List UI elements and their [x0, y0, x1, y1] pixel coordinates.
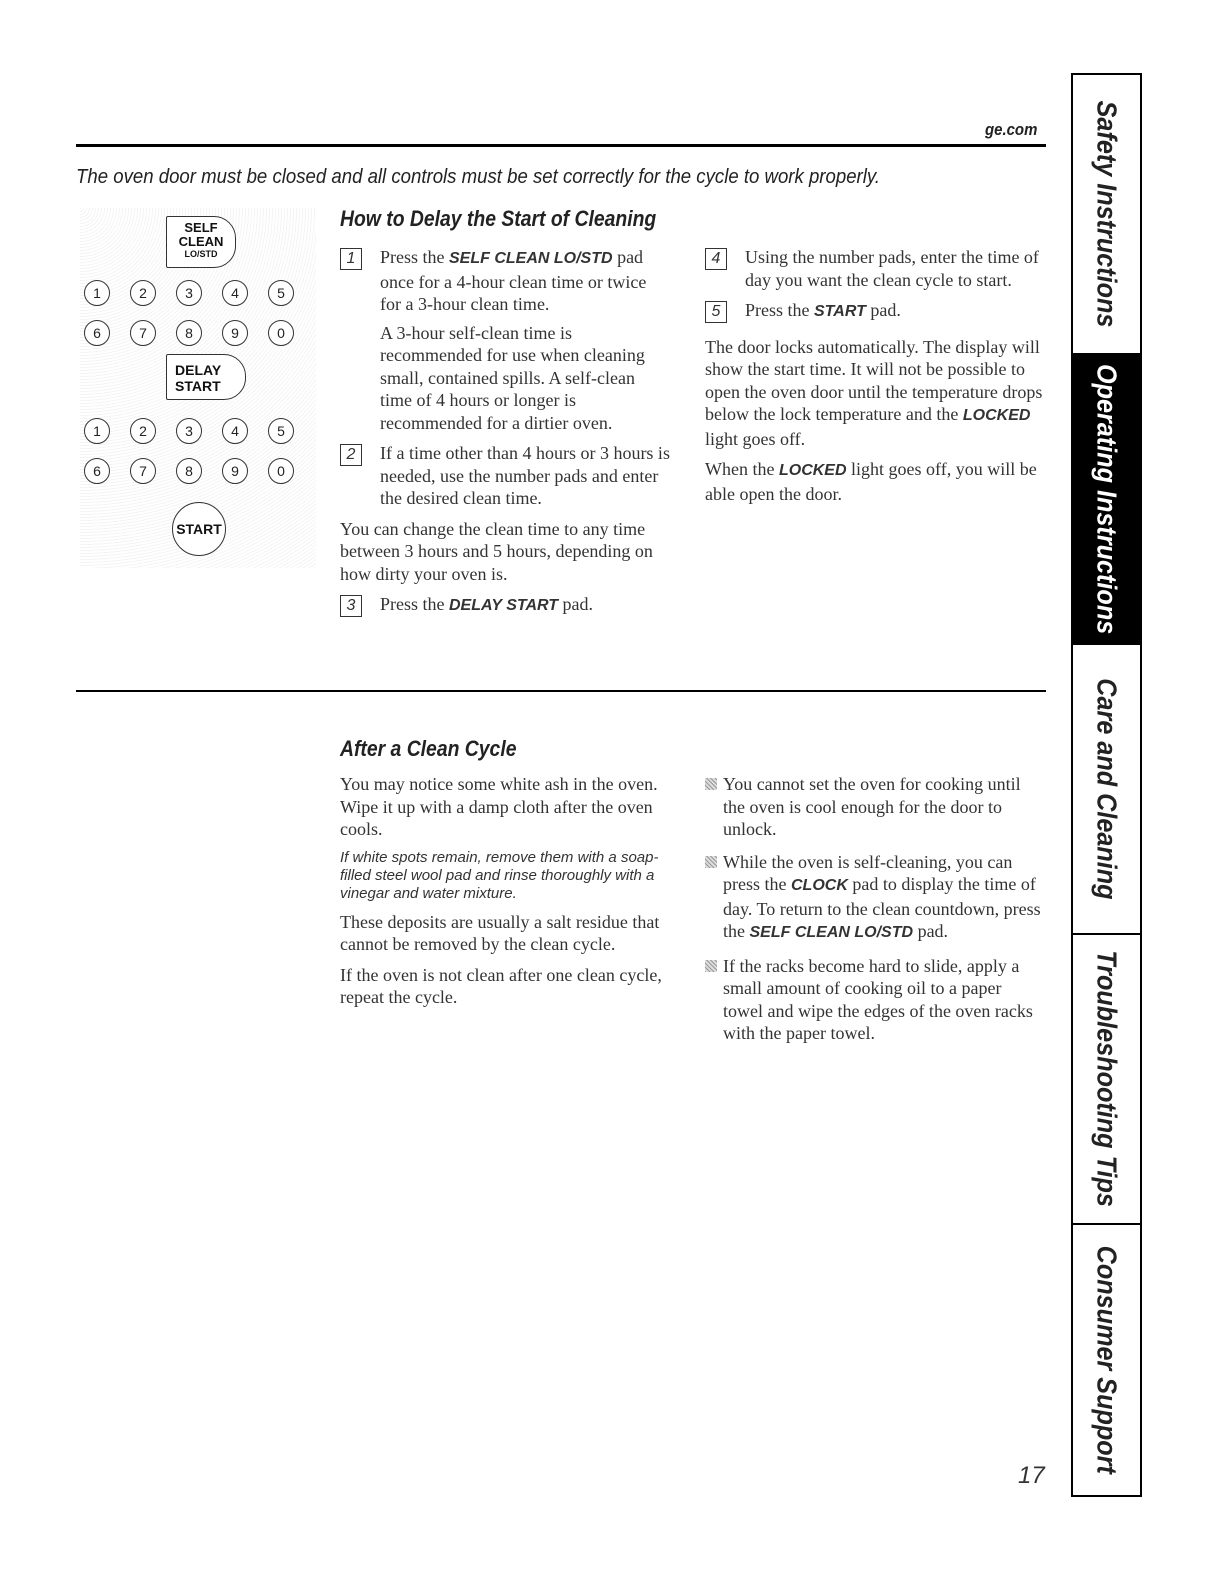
- after-column-right: [705, 773, 1045, 1055]
- list-item: While the oven is self-cleaning, you can press the CLOCK pad to display the time of day. To return to the clean countdown, press the SELF CLEAN LO/STD pad.: [705, 851, 1045, 945]
- step-number: 1: [340, 248, 362, 270]
- step-number: 5: [705, 301, 727, 323]
- digit-pad: 2: [130, 418, 156, 444]
- digit-pad: 4: [222, 418, 248, 444]
- digit-pad: 7: [130, 458, 156, 484]
- door-open-text: When the LOCKED light goes off, you will be able open the door.: [705, 459, 1037, 504]
- step-number: 3: [340, 595, 362, 617]
- delay-section-title: How to Delay the Start of Cleaning: [340, 206, 657, 231]
- digit-pad: 1: [84, 280, 110, 306]
- step-1-note: A 3-hour self-clean time is recommended for use when cleaning small, contained spills. A self-clean time of 4 hours or longer is recommended for a dirtier oven.: [380, 322, 645, 433]
- step-4: 4 Using the number pads, enter the time of day you want the clean cycle to start.: [705, 246, 1047, 291]
- digit-pad: 5: [268, 418, 294, 444]
- tab-consumer-support[interactable]: Consumer Support: [1091, 1245, 1123, 1475]
- white-spots-note: If white spots remain, remove them with a soap-filled steel wool pad and rinse thoroughly with a vinegar and water mixture.: [340, 848, 659, 902]
- digit-pad: 1: [84, 418, 110, 444]
- digit-pad: 8: [176, 320, 202, 346]
- tab-operating-instructions[interactable]: Operating Instructions: [1073, 355, 1140, 645]
- tab-care-and-cleaning[interactable]: Care and Cleaning: [1073, 645, 1140, 935]
- keyword: SELF CLEAN LO/STD: [449, 250, 613, 267]
- start-pad: START: [172, 502, 226, 556]
- digit-pad: 9: [222, 458, 248, 484]
- tab-troubleshooting-tips[interactable]: Troubleshooting Tips: [1073, 935, 1140, 1225]
- delay-column-left: [340, 246, 670, 626]
- digit-pad: 8: [176, 458, 202, 484]
- after-paragraph: You may notice some white ash in the oven. Wipe it up with a damp cloth after the oven cools.: [340, 774, 658, 839]
- site-url: ge.com: [985, 120, 1038, 139]
- digit-pad: 3: [176, 280, 202, 306]
- step-number: 2: [340, 444, 362, 466]
- after-paragraph: If the oven is not clean after one clean cycle, repeat the cycle.: [340, 964, 662, 1007]
- digit-pad: 0: [268, 320, 294, 346]
- page-number: 17: [1018, 1462, 1045, 1489]
- keyword: DELAY START: [449, 597, 559, 614]
- digit-pad: 6: [84, 320, 110, 346]
- intro-note: The oven door must be closed and all controls must be set correctly for the cycle to work properly.: [76, 166, 880, 188]
- keyword: START: [814, 303, 866, 320]
- door-lock-text: The door locks automatically. The display will show the start time. It will not be possible to open the oven door until the temperature drops below the lock temperature and the LOCKED light goes off.: [705, 336, 1043, 449]
- digit-pad: 7: [130, 320, 156, 346]
- digit-pad: 4: [222, 280, 248, 306]
- step-1: 1 Press the SELF CLEAN LO/STD pad once for a 4-hour clean time or twice for a 3-hour clean time. A 3-hour self-clean time is recommended for use when cleaning small, contained spills. A self-clean time of 4 hours or longer is recommended for a dirtier oven.: [340, 246, 670, 434]
- side-tabs: [1071, 73, 1142, 1497]
- step-3: 3 Press the DELAY START pad.: [340, 593, 670, 618]
- bullet-icon: [705, 856, 717, 868]
- delay-start-pad: DELAY START: [166, 354, 246, 400]
- digit-pad: 3: [176, 418, 202, 444]
- tab-safety-instructions[interactable]: Safety Instructions: [1073, 75, 1140, 355]
- delay-column-right: [705, 246, 1047, 513]
- bullet-icon: [705, 960, 717, 972]
- step-2: 2 If a time other than 4 hours or 3 hours is needed, use the number pads and enter the desired clean time.: [340, 442, 670, 510]
- digit-pad: 2: [130, 280, 156, 306]
- after-column-left: [340, 773, 670, 1017]
- list-item: You cannot set the oven for cooking until the oven is cool enough for the door to unlock.: [705, 773, 1045, 841]
- list-item: If the racks become hard to slide, apply a small amount of cooking oil to a paper towel and wipe the edges of the oven racks with the paper towel.: [705, 955, 1045, 1045]
- digit-pad: 9: [222, 320, 248, 346]
- step-number: 4: [705, 248, 727, 270]
- section-rule: [76, 690, 1046, 692]
- after-paragraph: These deposits are usually a salt residue that cannot be removed by the clean cycle.: [340, 911, 660, 954]
- after-section-title: After a Clean Cycle: [340, 736, 517, 761]
- change-time-note: You can change the clean time to any time between 3 hours and 5 hours, depending on how dirty your oven is.: [340, 518, 653, 584]
- bullet-icon: [705, 778, 717, 790]
- digit-pad: 6: [84, 458, 110, 484]
- control-panel-illustration: [80, 208, 316, 568]
- header-rule: [76, 144, 1046, 147]
- digit-pad: 5: [268, 280, 294, 306]
- self-clean-pad: SELF CLEAN LO/STD: [166, 216, 236, 268]
- step-5: 5 Press the START pad.: [705, 299, 1047, 324]
- digit-pad: 0: [268, 458, 294, 484]
